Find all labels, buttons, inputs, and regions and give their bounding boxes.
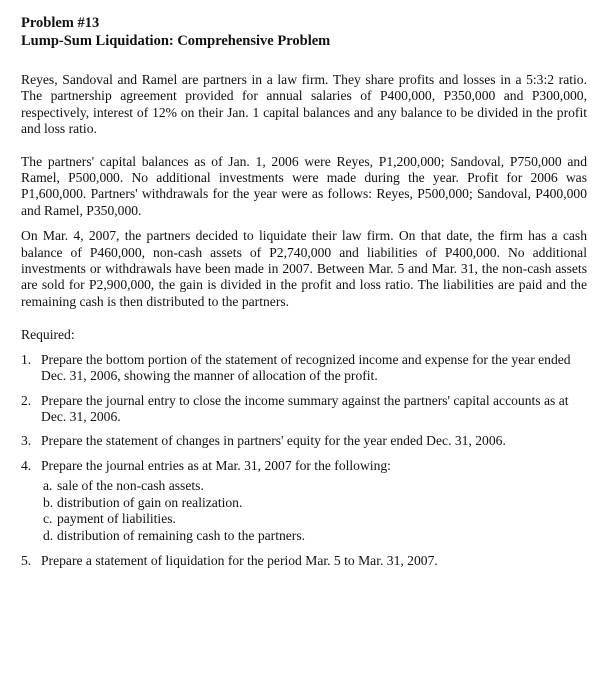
paragraph-liquidation: On Mar. 4, 2007, the partners decided to liquidate their law firm. On that date, the firm has a cash balance of P460,000, non-cash assets of P2,740,000 and liabilities of P400,000. No additional investments or withdrawals have been made in 2007. Between Mar. 5 and Mar. 31, the non-cash assets are sold for P2,900,000, the gain is divided in the profit and loss ratio. The liabilities are paid and the remaining cash is then distributed to the partners.: [21, 228, 587, 309]
task-text: Prepare the journal entries as at Mar. 31, 2007 for the following:: [41, 457, 391, 473]
task-list: [21, 352, 587, 569]
task-text: Prepare the journal entry to close the income summary against the partners' capital accounts as at Dec. 31, 2006.: [41, 392, 569, 424]
paragraph-capital-balances: The partners' capital balances as of Jan. 1, 2006 were Reyes, P1,200,000; Sandoval, P750,000 and Ramel, P500,000. No additional investments were made during the year. Profit for 2006 was P1,600,000. Partners' withdrawals for the year were as follows: Reyes, P500,000; Sandoval, P400,000 and Ramel, P350,000.: [21, 153, 587, 218]
task-number: 1.: [21, 351, 32, 367]
subtask-letter: a.: [43, 478, 53, 494]
task-text: Prepare the statement of changes in partners' equity for the year ended Dec. 31, 2006.: [41, 433, 506, 449]
subtask-item: [43, 511, 587, 528]
task-item: [21, 458, 587, 545]
subtask-item: [43, 478, 587, 495]
problem-document: [21, 14, 587, 577]
subtask-text: distribution of remaining cash to the partners.: [57, 527, 306, 543]
task-text: Prepare the bottom portion of the statement of recognized income and expense for the year ended Dec. 31, 2006, showing the manner of allocation of the profit.: [41, 351, 571, 384]
subtask-letter: d.: [43, 527, 54, 543]
problem-number: Problem #13: [21, 15, 100, 31]
subtask-letter: b.: [43, 494, 54, 510]
paragraph-partnership-terms: Reyes, Sandoval and Ramel are partners in a law firm. They share profits and losses in a 5:3:2 ratio. The partnership agreement provided for annual salaries of P400,000, P350,000 and P300,000, respectively, interest of 12% on their Jan. 1 capital balances and any balance to be divided in the profit and loss ratio.: [21, 72, 587, 137]
task-number: 3.: [21, 433, 32, 449]
subtask-text: sale of the non-cash assets.: [57, 478, 204, 494]
task-item: [21, 433, 587, 449]
subtask-list: [41, 478, 587, 544]
subtask-text: distribution of gain on realization.: [57, 494, 243, 510]
task-text: Prepare a statement of liquidation for the period Mar. 5 to Mar. 31, 2007.: [41, 552, 438, 568]
task-item: [21, 352, 587, 385]
problem-subtitle: Lump-Sum Liquidation: Comprehensive Problem: [21, 33, 331, 49]
subtask-text: payment of liabilities.: [57, 511, 176, 527]
subtask-letter: c.: [43, 511, 53, 527]
task-number: 2.: [21, 392, 32, 408]
task-item: [21, 393, 587, 426]
task-item: [21, 553, 587, 569]
subtask-item: [43, 528, 587, 545]
required-label: Required:: [21, 327, 75, 343]
subtask-item: [43, 495, 587, 512]
task-number: 4.: [21, 457, 32, 473]
task-number: 5.: [21, 552, 32, 568]
